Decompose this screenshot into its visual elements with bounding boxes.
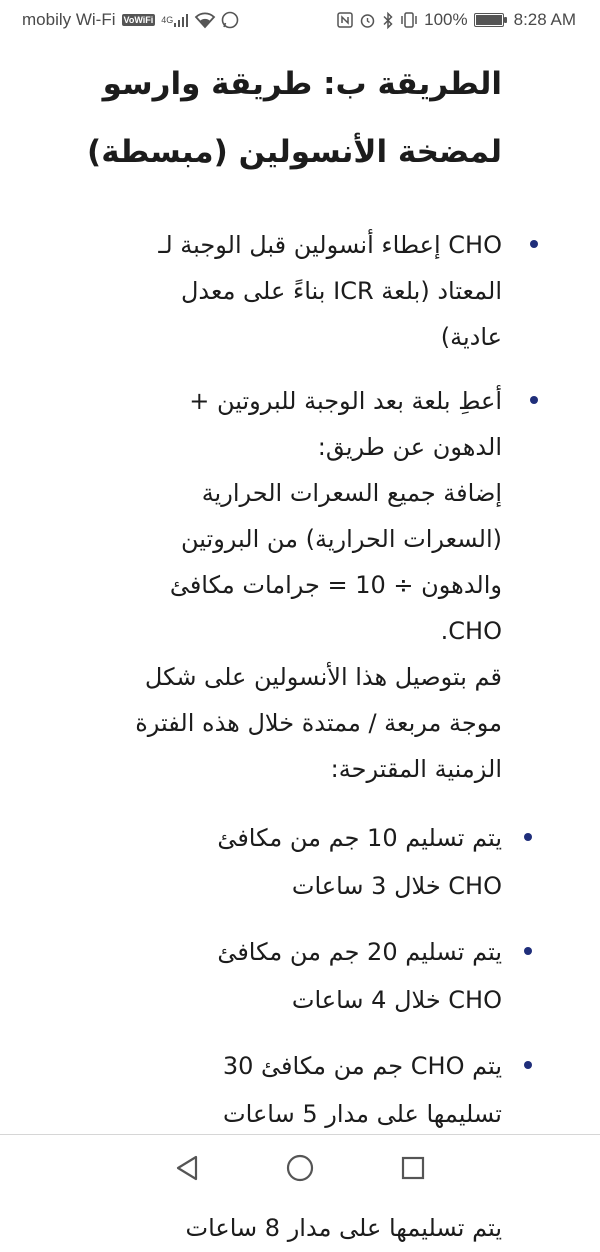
bullet-icon [524, 947, 532, 955]
status-bar [0, 0, 600, 40]
bullet-icon [530, 240, 538, 248]
list-item-line: موجة مربعة / ممتدة خلال هذه الفترة [135, 709, 502, 737]
back-icon [174, 1154, 200, 1182]
battery-level [476, 15, 502, 25]
list-item-line: قم بتوصيل هذا الأنسولين على شكل [144, 663, 502, 691]
list-item-line: الدهون عن طريق: [317, 433, 502, 461]
recents-icon [400, 1155, 426, 1181]
list-item-line: والدهون ÷ 10 = جرامات مكافئ [169, 571, 502, 599]
article-content[interactable] [0, 40, 600, 1242]
clock: 8:28 AM [513, 10, 576, 29]
list-item [70, 378, 502, 1252]
home-button[interactable] [280, 1148, 320, 1188]
nfc-icon [337, 12, 353, 28]
list-item-line: عادية) [440, 323, 502, 351]
list-item-line: CHO إعطاء أنسولين قبل الوجبة لـ [158, 231, 502, 259]
home-icon [285, 1153, 315, 1183]
battery-icon [474, 13, 504, 27]
list-item-line: أعطِ بلعة بعد الوجبة للبروتين + [189, 387, 502, 415]
sub-list-item [154, 928, 502, 1024]
vowifi-badge: VoWiFi [123, 15, 154, 25]
bullet-icon [524, 1061, 532, 1069]
sub-list-item-line: CHO خلال 3 ساعات [291, 872, 502, 900]
main-list [70, 222, 502, 1252]
carrier-label: mobily Wi-Fi [22, 10, 116, 29]
bullet-icon [524, 833, 532, 841]
recents-button[interactable] [393, 1148, 433, 1188]
signal-icon [161, 13, 189, 27]
status-right [337, 10, 576, 30]
alarm-icon [359, 12, 376, 29]
list-item [70, 222, 502, 360]
wifi-icon [195, 12, 215, 28]
sub-list-item-line: يتم تسليمها على مدار 8 ساعات [185, 1214, 502, 1242]
article-title: الطريقة ب: طريقة وارسو لمضخة الأنسولين (مبسطة) [87, 66, 502, 170]
battery-percent: 100% [424, 10, 468, 29]
sub-list-item [154, 1042, 502, 1138]
sub-list-item-line: يتم تسليم 10 جم من مكافئ [217, 824, 502, 852]
list-item-line: المعتاد (بلعة ICR بناءً على معدل [180, 277, 502, 305]
list-item-line: CHO. [440, 617, 502, 645]
navigation-bar [0, 1135, 600, 1200]
status-left [22, 10, 239, 30]
sub-list-item-line: تسليمها على مدار 5 ساعات [223, 1100, 502, 1128]
bluetooth-icon [382, 12, 394, 29]
sub-list-item-line: يتم تسليم 20 جم من مكافئ [217, 938, 502, 966]
whatsapp-icon [221, 11, 239, 29]
list-item-line: الزمنية المقترحة: [330, 755, 502, 783]
sub-list-item-line: يتم CHO جم من مكافئ 30 [222, 1052, 502, 1080]
list-item-line: (السعرات الحرارية) من البروتين [181, 525, 502, 553]
back-button[interactable] [167, 1148, 207, 1188]
bullet-icon [530, 396, 538, 404]
list-item-line: إضافة جميع السعرات الحرارية [201, 479, 502, 507]
sub-list-item [154, 814, 502, 910]
network-type: 4G [161, 15, 174, 25]
vibrate-icon [400, 12, 418, 28]
sub-list-item-line: CHO خلال 4 ساعات [291, 986, 502, 1014]
